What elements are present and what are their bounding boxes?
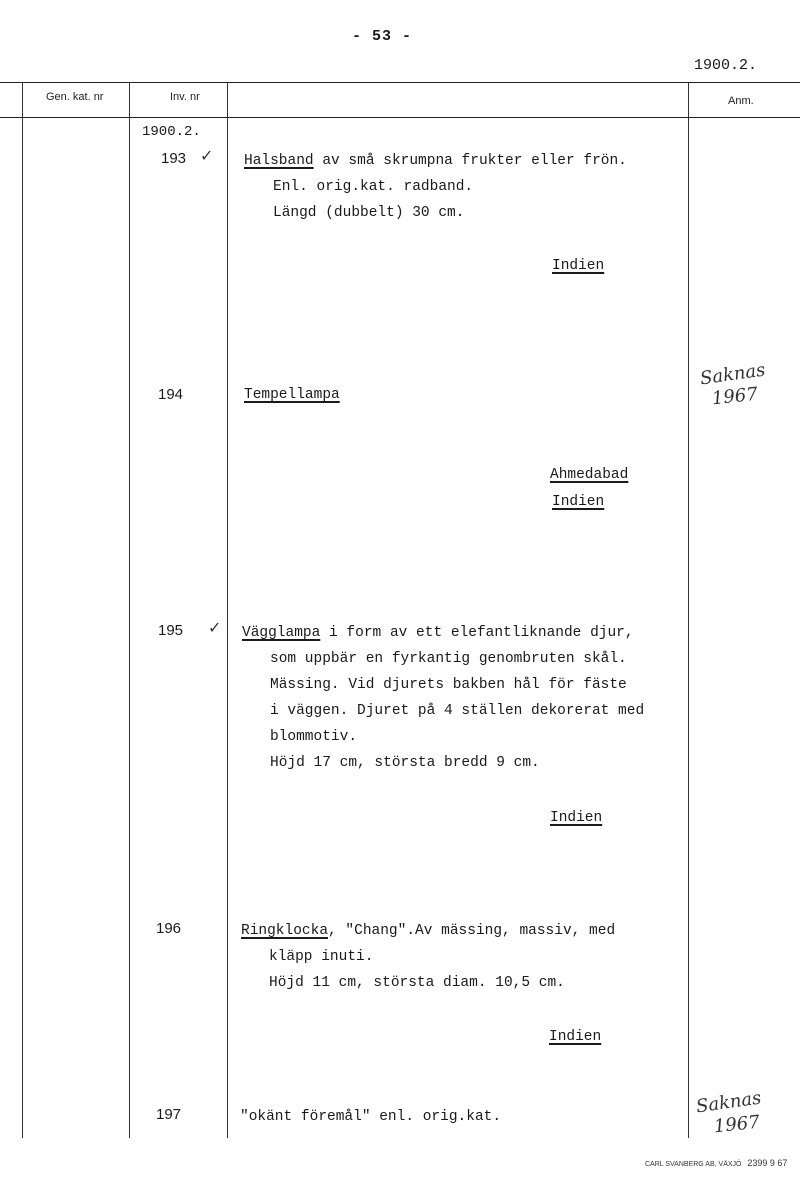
entry-195-line-1 <box>242 620 634 646</box>
printer-footer <box>645 1158 787 1168</box>
entry-193-desc: av små skrumpna frukter eller frön. <box>322 153 627 169</box>
entry-196-place: Indien <box>549 1029 602 1045</box>
inv-number-193: 193 <box>161 150 187 167</box>
entry-197-note-status: Saknas <box>694 1087 763 1118</box>
entry-195-line-3: Mässing. Vid djurets bakben hål för fäste <box>270 677 627 693</box>
entry-193-line-2: Enl. orig.kat. radband. <box>273 179 474 195</box>
entry-195-line-6: Höjd 17 cm, största bredd 9 cm. <box>270 755 540 771</box>
entry-194-place-city: Ahmedabad <box>550 467 629 483</box>
form-code: 2399 9 67 <box>747 1158 788 1168</box>
entry-195-title: Vägglampa <box>242 625 321 641</box>
entry-193-line-1 <box>244 148 627 174</box>
inventory-year: 1900.2. <box>142 124 201 140</box>
entry-194-title: Tempellampa <box>244 387 340 403</box>
entry-194-note-status: Saknas <box>698 359 767 390</box>
entry-195-line-2: som uppbär en fyrkantig genombruten skål. <box>270 651 627 667</box>
check-mark-icon: ✓ <box>208 618 222 637</box>
entry-194-note-year: 1967 <box>710 383 759 410</box>
header-inv-nr: Inv. nr <box>170 91 200 103</box>
header-anm: Anm. <box>728 95 754 107</box>
entry-196-title: Ringklocka <box>241 923 329 939</box>
inv-number-194: 194 <box>158 386 184 403</box>
entry-195-line-4: i väggen. Djuret på 4 ställen dekorerat med <box>270 703 645 719</box>
entry-194-place-country: Indien <box>552 494 605 510</box>
entry-195-line-5: blommotiv. <box>270 729 358 745</box>
entry-196-line-1 <box>241 918 615 944</box>
entry-196-line-2: kläpp inuti. <box>269 949 374 965</box>
entry-197-title: "okänt föremål" enl. orig.kat. <box>240 1109 502 1125</box>
inv-number-195: 195 <box>158 622 184 639</box>
header-top-rule <box>0 82 800 83</box>
entry-197-note-year: 1967 <box>712 1111 761 1138</box>
column-divider <box>227 83 228 1138</box>
catalog-code: 1900.2. <box>694 57 758 74</box>
entry-193-line-3: Längd (dubbelt) 30 cm. <box>273 205 465 221</box>
entry-195-desc: i form av ett elefantliknande djur, <box>329 625 634 641</box>
inv-number-196: 196 <box>156 920 182 937</box>
printer-name: CARL SVANBERG AB, VÄXJÖ <box>645 1161 742 1168</box>
check-mark-icon: ✓ <box>200 146 214 165</box>
inv-number-197: 197 <box>156 1106 182 1123</box>
column-divider <box>22 83 23 1138</box>
entry-195-place: Indien <box>550 810 603 826</box>
column-divider <box>688 83 689 1138</box>
entry-193-place: Indien <box>552 258 605 274</box>
entry-196-desc: , "Chang".Av mässing, massiv, med <box>328 923 616 939</box>
header-bottom-rule <box>0 117 800 118</box>
page-number: - 53 - <box>352 28 413 45</box>
header-gen-kat-nr: Gen. kat. nr <box>46 91 104 103</box>
column-divider <box>129 83 130 1138</box>
entry-193-title: Halsband <box>244 153 314 169</box>
entry-196-line-3: Höjd 11 cm, största diam. 10,5 cm. <box>269 975 565 991</box>
